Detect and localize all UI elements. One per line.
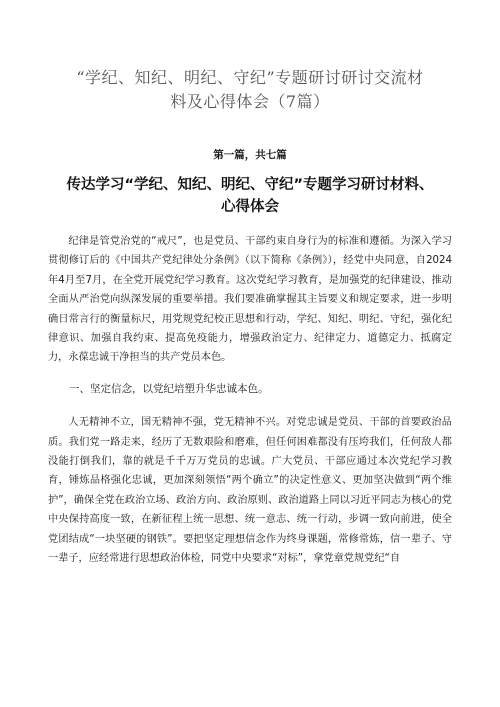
article-title <box>48 174 452 218</box>
document-title <box>48 0 452 114</box>
document-title-line2: 料及心得体会（7篇） <box>170 92 330 111</box>
paragraph-loyalty: 人无精神不立，国无精神不强，党无精神不兴。对党忠诚是党员、干部的首要政治品质。我们党一路走来，经历了无数艰险和磨难，但任何困难都没有压垮我们，任何敌人都没能打倒我们，靠的就是千千万万党员的忠诚。广大党员、干部应通过本次党纪学习教育，锤炼品格强化忠诚，更加深刻领悟“两个确立”的决定性意义、更加坚决做到“两个维护”，确保全党在政治立场、政治方向、政治原则、政治道路上同以习近平同志为核心的党中央保持高度一致，在新征程上统一思想、统一意志、统一行动，步调一致向前进，使全党团结成“一块坚硬的钢铁”。要把坚定理想信念作为终身课题，常修常炼，信一辈子、守一辈子，应经常进行思想政治体检，同党中央要求“对标”，拿党章党规党纪“自 <box>48 417 452 565</box>
section-label: 第一篇，共七篇 <box>213 149 287 161</box>
document-title-line1: “学纪、知纪、明纪、守纪”专题研讨研讨交流材 <box>76 68 424 87</box>
paragraph-intro: 纪律是管党治党的“戒尺”，也是党员、干部约束自身行为的标准和遵循。为深入学习贯彻修订后的《中国共产党纪律处分条例》（以下简称《条例》），经党中央同意，自2024年4月至7月，在全党开展党纪学习教育。这次党纪学习教育，是加强党的纪律建设、推动全面从严治党向纵深发展的重要举措。我们要准确掌握其主旨要义和规定要求，进一步明确日常言行的衡量标尺，用党规党纪校正思想和行动，学纪、知纪、明纪、守纪，强化纪律意识、加强自我约束、提高免疫能力，增强政治定力、纪律定力、道德定力、抵腐定力，永葆忠诚干净担当的共产党员本色。 <box>48 236 452 364</box>
article-title-line2: 心得体会 <box>221 199 279 215</box>
section-heading-1: 一、坚定信念，以党纪培塑升华忠诚本色。 <box>69 382 269 395</box>
article-title-line1: 传达学习“学纪、知纪、明纪、守纪”专题学习研讨材料、 <box>66 177 434 193</box>
